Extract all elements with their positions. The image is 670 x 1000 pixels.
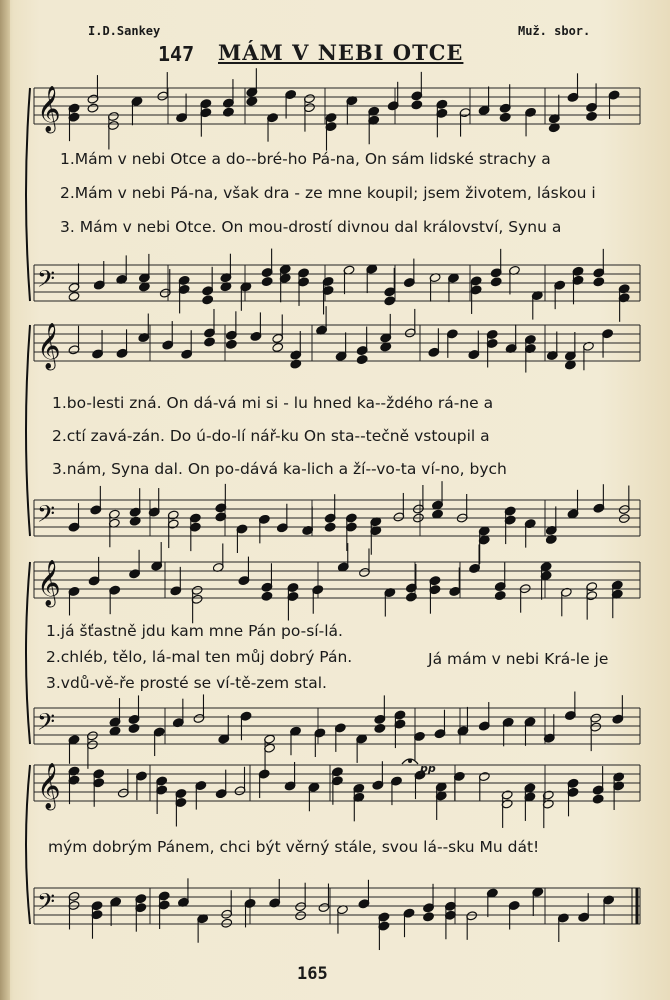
note-head — [290, 359, 302, 369]
lyric-line: 1.Mám v nebi Otce a do--bré-ho Pá-na, On sám lidské strachy a — [60, 150, 551, 168]
note-head — [423, 912, 435, 922]
treble-clef: 𝄞 — [37, 86, 61, 132]
lyric-line: 2.chléb, tělo, lá-mal ten můj dobrý Pán. — [46, 648, 353, 666]
note-head — [295, 911, 307, 921]
note-head — [202, 295, 214, 305]
note-head — [221, 918, 233, 928]
dynamic-marking: pp — [420, 762, 436, 775]
note-head — [384, 296, 396, 306]
system-bracket — [26, 325, 30, 536]
system-bracket — [26, 765, 30, 924]
note-head — [87, 103, 99, 113]
note-head — [490, 277, 502, 287]
hymn-number: 147 — [158, 42, 195, 66]
bass-clef: 𝄢 — [37, 888, 56, 921]
note-head — [246, 96, 258, 106]
note-head — [128, 723, 140, 733]
note-head — [261, 276, 273, 286]
note-head — [272, 342, 284, 352]
lyric-line: 3.vdů-vě-ře prosté se ví-tě-zem stal. — [46, 674, 327, 692]
note-head — [374, 723, 386, 733]
note-head — [405, 592, 417, 602]
note-head — [494, 590, 506, 600]
note-head — [356, 354, 368, 364]
lyric-line: 2.ctí zavá-zán. Do ú-do-lí nář-ku On sta--tečně vstoupil a — [52, 427, 490, 445]
lyric-line: mým dobrým Pánem, chci být věrný stále, svou lá--sku Mu dát! — [48, 838, 540, 856]
treble-clef: 𝄞 — [37, 763, 61, 809]
note-head — [223, 107, 235, 117]
hymn-title: MÁM V NEBI OTCE — [218, 40, 464, 65]
refrain-lyric: Já mám v nebi Krá-le je — [428, 650, 609, 668]
system-bracket — [26, 562, 30, 744]
treble-clef: 𝄞 — [37, 560, 61, 606]
fermata-dot — [409, 760, 412, 763]
lyric-line: 1.já šťastně jdu kam mne Pán po-sí-lá. — [46, 622, 343, 640]
lyric-line: 3.nám, Syna dal. On po-dává ka-lich a ží--vo-ta ví-no, bych — [52, 460, 507, 478]
note-head — [261, 591, 273, 601]
treble-clef: 𝄞 — [37, 323, 61, 369]
note-head — [225, 339, 237, 349]
note-head — [618, 513, 630, 523]
page-number: 165 — [297, 964, 328, 984]
note-head — [68, 291, 80, 301]
lyric-line: 2.Mám v nebi Pá-na, však dra - ze mne koupil; jsem životem, láskou i — [60, 184, 596, 202]
lyric-line: 1.bo-lesti zná. On dá-vá mi si - lu hned ka--ždého rá-ne a — [52, 394, 494, 412]
composer-name: I.D.Sankey — [88, 24, 161, 38]
note-head — [586, 111, 598, 121]
lyric-line: 3. Mám v nebi Otce. On mou-drostí divnou dal království, Synu a — [60, 218, 562, 236]
note-head — [499, 112, 511, 122]
bass-clef: 𝄢 — [37, 708, 56, 741]
system-bracket — [26, 88, 30, 301]
note-head — [592, 794, 604, 804]
choir-designation: Muž. sbor. — [518, 24, 591, 38]
bass-clef: 𝄢 — [37, 500, 56, 533]
note-head — [204, 337, 216, 347]
note-head — [593, 277, 605, 287]
bass-clef: 𝄢 — [37, 265, 56, 298]
note-head — [411, 100, 423, 110]
note-head — [324, 522, 336, 532]
